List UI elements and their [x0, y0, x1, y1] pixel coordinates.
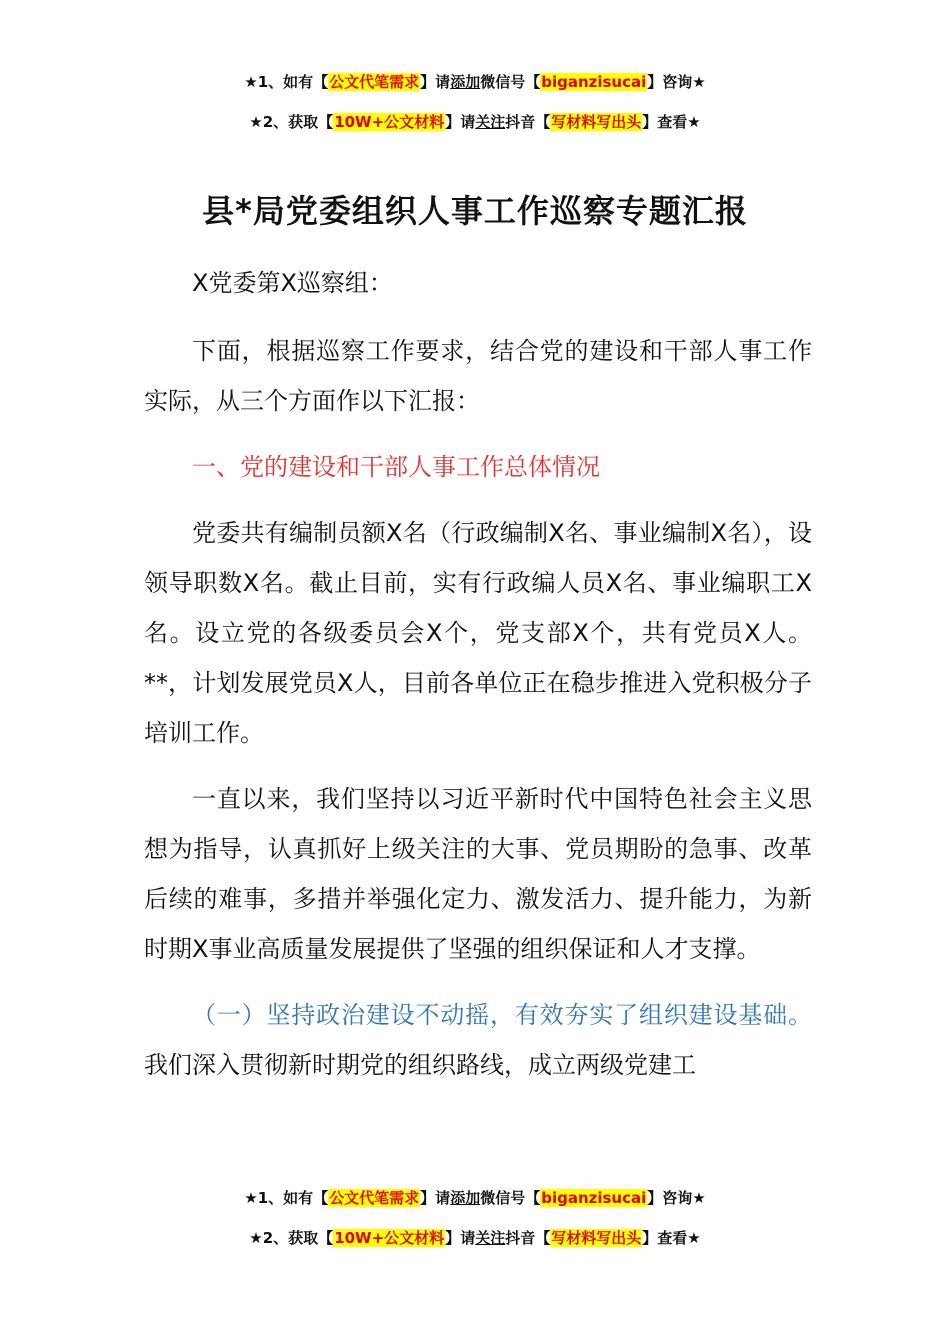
- underline-follow: 关注: [475, 113, 506, 131]
- banner-text: 】请: [420, 1189, 451, 1207]
- highlight-service: 公文代笔需求: [329, 1189, 420, 1207]
- document-body: [144, 258, 812, 1106]
- salutation: X党委第X巡察组：: [192, 269, 393, 297]
- banner-text: 】请: [445, 1229, 476, 1247]
- subheading-1: （一）坚持政治建设不动摇，有效夯实了组织建设基础。: [192, 1001, 812, 1029]
- underline-add: 添加: [450, 73, 481, 91]
- banner-text: ★2、获取【: [249, 113, 334, 131]
- banner-text: ★1、如有【: [244, 1189, 329, 1207]
- banner-text: 微信号【: [480, 73, 541, 91]
- banner-text: 】请: [420, 73, 451, 91]
- footer-banner-line-2: [0, 1228, 950, 1248]
- paragraph-guidance: 一直以来，我们坚持以习近平新时代中国特色社会主义思想为指导，认真抓好上级关注的大事、党员期盼的急事、改革后续的难事，多措并举强化定力、激发活力、提升能力，为新时期X事业高质量发展提供了坚强的组织保证和人才支撑。: [144, 785, 812, 963]
- banner-text: 】查看★: [642, 113, 701, 131]
- banner-text: 】咨询★: [647, 1189, 706, 1207]
- highlight-wechat-id: biganzisucai: [541, 1189, 647, 1207]
- banner-text: 抖音【: [505, 1229, 551, 1247]
- banner-text: ★2、获取【: [249, 1229, 334, 1247]
- header-banner-line-1: [0, 72, 950, 92]
- banner-text: 】查看★: [642, 1229, 701, 1247]
- banner-text: 】请: [445, 113, 476, 131]
- section-heading-1: 一、党的建设和干部人事工作总体情况: [192, 453, 600, 481]
- intro-paragraph: 下面，根据巡察工作要求，结合党的建设和干部人事工作实际，从三个方面作以下汇报：: [144, 337, 812, 415]
- banner-text: 】咨询★: [647, 73, 706, 91]
- banner-text: 微信号【: [480, 1189, 541, 1207]
- underline-add: 添加: [450, 1189, 481, 1207]
- highlight-materials: 10W+公文材料: [334, 113, 445, 131]
- highlight-wechat-id: biganzisucai: [541, 73, 647, 91]
- document-title: 县*局党委组织人事工作巡察专题汇报: [202, 192, 748, 230]
- banner-text: 抖音【: [505, 113, 551, 131]
- highlight-service: 公文代笔需求: [329, 73, 420, 91]
- highlight-douyin: 写材料写出头: [551, 1229, 642, 1247]
- banner-text: ★1、如有【: [244, 73, 329, 91]
- highlight-materials: 10W+公文材料: [334, 1229, 445, 1247]
- paragraph-text: 我们深入贯彻新时期党的组织路线，成立两级党建工: [144, 1051, 696, 1079]
- highlight-douyin: 写材料写出头: [551, 113, 642, 131]
- underline-follow: 关注: [475, 1229, 506, 1247]
- paragraph-staffing: 党委共有编制员额X名（行政编制X名、事业编制X名），设领导职数X名。截止目前，实有行政编人员X名、事业编职工X名。设立党的各级委员会X个，党支部X个，共有党员X人。**，计划发展党员X人，目前各单位正在稳步推进入党积极分子培训工作。: [144, 519, 812, 747]
- header-banner-line-2: [0, 112, 950, 132]
- paragraph-political-building: [144, 990, 812, 1090]
- footer-banner-line-1: [0, 1188, 950, 1208]
